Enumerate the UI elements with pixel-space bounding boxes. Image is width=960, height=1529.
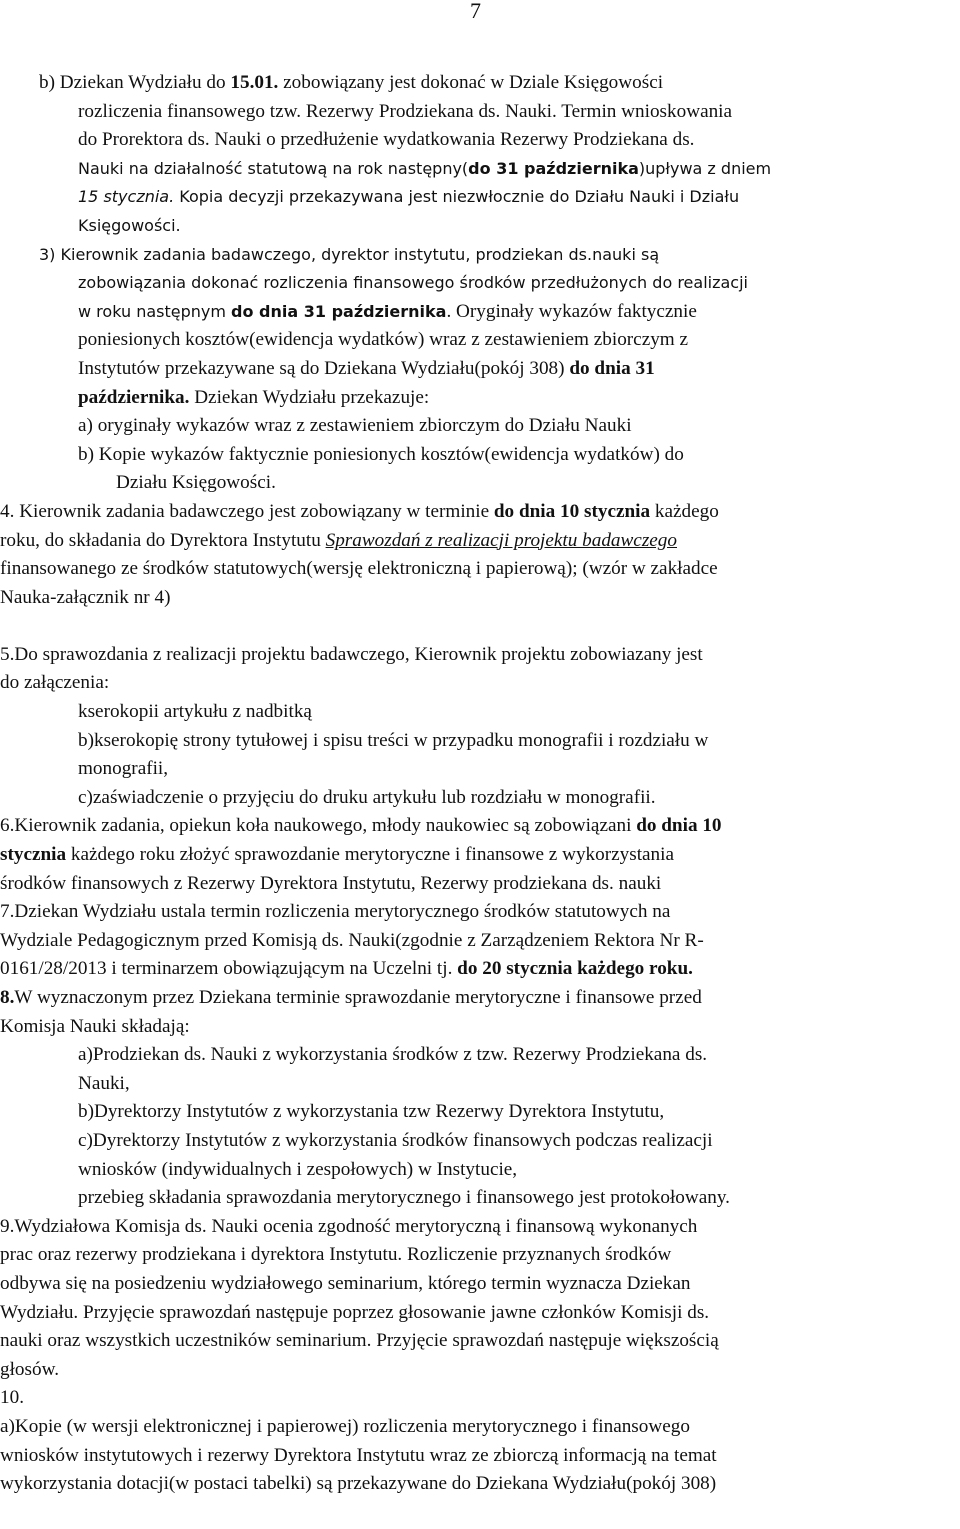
- text-run: do Prorektora ds. Nauki o przedłużenie wydatkowania Rezerwy Prodziekana ds.: [78, 129, 695, 151]
- text-line: [0, 1327, 958, 1356]
- text-line: [0, 955, 958, 984]
- text-line: [0, 841, 958, 870]
- text-line: [0, 441, 958, 470]
- text-line: [0, 698, 958, 727]
- text-run: b)Dyrektorzy Instytutów z wykorzystania tzw Rezerwy Dyrektora Instytutu,: [78, 1101, 665, 1123]
- text-line: [0, 755, 958, 784]
- text-line: [0, 870, 958, 899]
- text-run: poniesionych kosztów(ewidencja wydatków) wraz z zestawieniem zbiorczym z: [78, 329, 689, 351]
- text-line: [0, 498, 958, 527]
- text-run: 8.: [0, 987, 15, 1008]
- text-line: [0, 1184, 958, 1213]
- text-run: 9.Wydziałowa Komisja ds. Nauki ocenia zgodność merytoryczną i finansową wykonanych: [0, 1215, 698, 1237]
- text-run: do 31 października: [468, 158, 639, 178]
- text-run: do 20 stycznia każdego roku.: [457, 958, 693, 980]
- text-line: [0, 1098, 958, 1127]
- text-line: [0, 412, 958, 441]
- text-run: Nauki,: [78, 1072, 130, 1094]
- text-line: [0, 1270, 958, 1299]
- text-line: [0, 155, 958, 184]
- text-run: Nauki na działalność statutową na rok następny(: [78, 158, 469, 178]
- text-run: a)Kopie (w wersji elektronicznej i papierowej) rozliczenia merytorycznego i finansowego: [0, 1415, 690, 1437]
- text-run: wykorzystania dotacji(w postaci tabelki) są przekazywane do Dziekana Wydziału(pokój 308): [0, 1473, 717, 1495]
- text-line: [0, 326, 958, 355]
- text-line: [0, 1213, 958, 1242]
- text-run: b) Kopie wykazów faktycznie poniesionych kosztów(ewidencja wydatków) do: [78, 443, 684, 465]
- text-line: [0, 355, 958, 384]
- text-line: [0, 126, 958, 155]
- text-run: monografii,: [78, 758, 169, 780]
- text-line: [0, 641, 958, 670]
- text-run: 5.Do sprawozdania z realizacji projektu badawczego, Kierownik projektu zobowiazany jest: [0, 643, 703, 665]
- text-line: [0, 527, 958, 556]
- text-run: października.: [78, 386, 190, 408]
- text-run: do dnia 31 października: [231, 301, 447, 321]
- text-line: [0, 1356, 958, 1385]
- text-run: Wydziału. Przyjęcie sprawozdań następuje poprzez głosowanie jawne członków Komisji ds.: [0, 1301, 710, 1323]
- text-run: prac oraz rezerwy prodziekana i dyrektora Instytutu. Rozliczenie przyznanych środków: [0, 1244, 672, 1266]
- text-run: 15.01.: [230, 72, 279, 93]
- text-line: [0, 1013, 958, 1042]
- text-line: [0, 812, 958, 841]
- text-run: w roku następnym: [78, 301, 232, 321]
- page-number: 7: [470, 0, 481, 23]
- text-run: Komisja Nauki składają:: [0, 1015, 190, 1037]
- text-line: [0, 669, 958, 698]
- text-line: [0, 1127, 958, 1156]
- text-run: każdego roku złożyć sprawozdanie merytoryczne i finansowe z wykorzystania: [66, 844, 674, 866]
- text-run: Instytutów przekazywane są do Dziekana Wydziału(pokój 308): [78, 357, 570, 379]
- text-run: 15 stycznia.: [78, 187, 175, 207]
- text-run: c)Dyrektorzy Instytutów z wykorzystania środków finansowych podczas realizacji: [78, 1129, 713, 1151]
- text-line: [0, 384, 958, 413]
- text-run: 10.: [0, 1387, 24, 1409]
- document-body: [0, 69, 958, 1499]
- text-line: [0, 212, 958, 241]
- text-line: [0, 984, 958, 1013]
- text-run: zobowiązania dokonać rozliczenia finansowego środków przedłużonych do realizacji: [78, 273, 748, 293]
- text-line: [0, 241, 958, 270]
- text-run: do dnia 31: [569, 357, 655, 379]
- text-run: do dnia 10 stycznia: [493, 500, 651, 522]
- text-run: 6.Kierownik zadania, opiekun koła naukowego, młody naukowiec są zobowiązani: [0, 815, 637, 837]
- text-run: 7.Dziekan Wydziału ustala termin rozliczenia merytorycznego środków statutowych na: [0, 901, 671, 923]
- text-line: [0, 183, 958, 212]
- text-run: zobowiązany jest dokonać w Dziale Księgowości: [278, 72, 664, 93]
- text-run: Kopia decyzji przekazywana jest niezwłocznie do Działu Nauki i Działu: [174, 187, 740, 207]
- text-run: c)zaświadczenie o przyjęciu do druku artykułu lub rozdziału w monografii.: [78, 786, 656, 808]
- text-run: W wyznaczonym przez Dziekana terminie sprawozdanie merytoryczne i finansowe przed: [14, 987, 702, 1008]
- text-run: do dnia 10: [636, 815, 722, 837]
- text-line: [0, 469, 958, 498]
- text-run: b) Dziekan Wydziału do: [39, 72, 231, 93]
- text-line: [0, 1241, 958, 1270]
- text-run: . Oryginały wykazów faktycznie: [446, 300, 697, 322]
- text-line: [0, 1041, 958, 1070]
- text-line: [0, 1384, 958, 1413]
- text-line: [0, 69, 958, 98]
- text-run: nauki oraz wszystkich uczestników seminarium. Przyjęcie sprawozdań następuje większością: [0, 1330, 719, 1352]
- text-line: [0, 927, 958, 956]
- text-line: [0, 784, 958, 813]
- text-run: odbywa się na posiedzeniu wydziałowego seminarium, którego termin wyznacza Dziekan: [0, 1272, 691, 1294]
- text-line: [0, 1156, 958, 1185]
- text-line: [0, 269, 958, 298]
- text-line: [0, 584, 958, 613]
- text-run: finansowanego ze środków statutowych(wersję elektroniczną i papierową); (wzór w zakładce: [0, 558, 718, 580]
- text-line: [0, 898, 958, 927]
- text-line: [0, 1299, 958, 1328]
- text-run: Działu Księgowości.: [116, 472, 276, 494]
- text-run: wniosków instytutowych i rezerwy Dyrektora Instytutu wraz ze zbiorczą informacją na temat: [0, 1444, 717, 1466]
- text-line: [0, 1413, 958, 1442]
- text-run: roku, do składania do Dyrektora Instytutu: [0, 529, 326, 551]
- text-run: każdego: [650, 500, 719, 522]
- text-line: [0, 727, 958, 756]
- text-run: Wydziale Pedagogicznym przed Komisją ds. Nauki(zgodnie z Zarządzeniem Rektora Nr R-: [0, 929, 704, 951]
- text-run: kserokopii artykułu z nadbitką: [78, 701, 312, 723]
- text-run: 3) Kierownik zadania badawczego, dyrektor instytutu, prodziekan ds.nauki są: [39, 244, 660, 264]
- text-line: [0, 1070, 958, 1099]
- text-run: 4. Kierownik zadania badawczego jest zobowiązany w terminie: [0, 500, 494, 522]
- text-run: 0161/28/2013 i terminarzem obowiązującym na Uczelni tj.: [0, 958, 458, 980]
- text-run: )upływa z dniem: [638, 158, 772, 178]
- text-line: [0, 1470, 958, 1499]
- text-run: wniosków (indywidualnych i zespołowych) w Instytucie,: [78, 1158, 518, 1180]
- text-line: [0, 1442, 958, 1471]
- text-run: Sprawozdań z realizacji projektu badawczego: [325, 529, 677, 551]
- text-run: Księgowości.: [78, 215, 181, 235]
- text-run: a)Prodziekan ds. Nauki z wykorzystania środków z tzw. Rezerwy Prodziekana ds.: [78, 1044, 708, 1066]
- blank-line: [0, 612, 958, 641]
- text-run: b)kserokopię strony tytułowej i spisu treści w przypadku monografii i rozdziału w: [78, 729, 709, 751]
- text-line: [0, 98, 958, 127]
- text-run: głosów.: [0, 1358, 59, 1380]
- text-run: rozliczenia finansowego tzw. Rezerwy Prodziekana ds. Nauki. Termin wnioskowania: [78, 100, 733, 122]
- text-run: przebieg składania sprawozdania merytorycznego i finansowego jest protokołowany.: [78, 1187, 730, 1209]
- text-run: środków finansowych z Rezerwy Dyrektora Instytutu, Rezerwy prodziekana ds. nauki: [0, 872, 662, 894]
- text-run: Nauka-załącznik nr 4): [0, 586, 171, 608]
- text-run: Dziekan Wydziału przekazuje:: [189, 386, 430, 408]
- text-line: [0, 298, 958, 327]
- text-run: stycznia: [0, 844, 67, 866]
- text-run: do załączenia:: [0, 672, 110, 694]
- text-line: [0, 555, 958, 584]
- text-run: a) oryginały wykazów wraz z zestawieniem zbiorczym do Działu Nauki: [78, 415, 632, 437]
